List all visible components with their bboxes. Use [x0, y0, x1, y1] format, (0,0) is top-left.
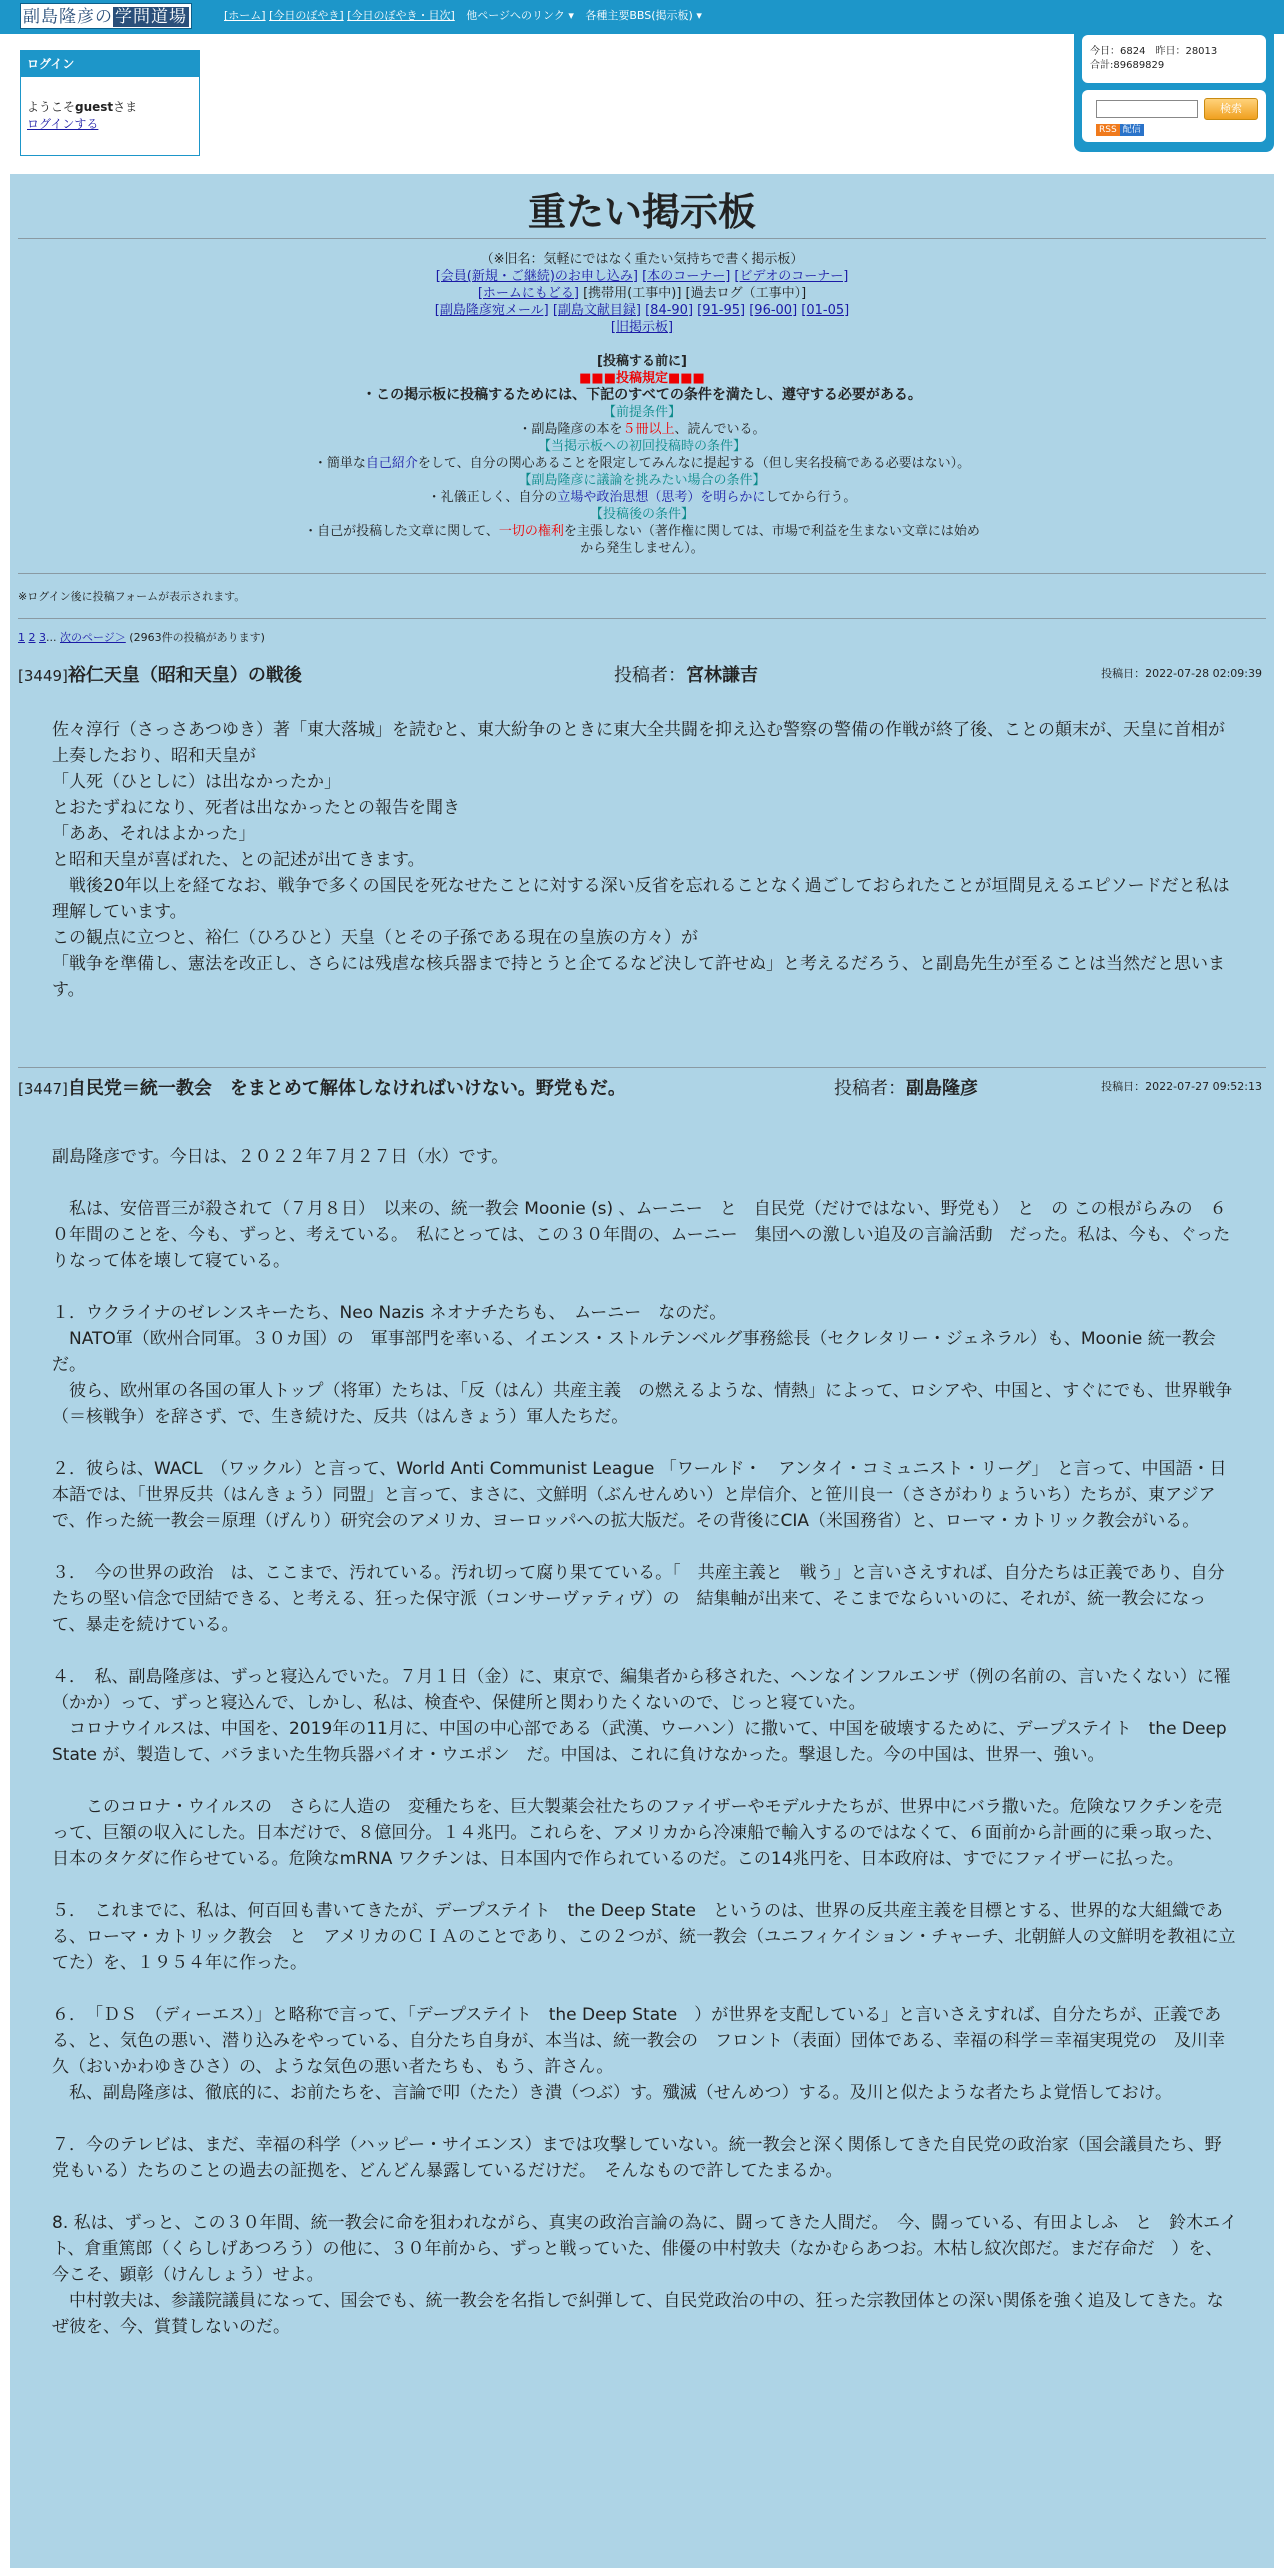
rss-icon: RSS [1096, 124, 1120, 136]
rules-lead: ・この掲示板に投稿するためには、下記のすべての条件を満たし、遵守する必要がある。 [362, 387, 922, 403]
board-main [10, 174, 1274, 2568]
post-number: [3449] [18, 667, 68, 685]
post-line: 「戦争を準備し、憲法を改正し、さらには残虐な核兵器まで持とうと企てるなど決して許せぬ」と考えるだろう、と副島先生が至ることは当然だと思います。 [52, 954, 1225, 1000]
login-link[interactable]: ログインする [27, 117, 99, 131]
post-title-text: 裕仁天皇（昭和天皇）の戦後 [67, 665, 302, 686]
post-line: １．ウクライナのゼレンスキーたち、Neo Nazis ネオナチたちも、 ムーニー なのだ。 [52, 1303, 727, 1323]
cond1-text: ・副島隆彦の本を [518, 422, 623, 437]
post-title [18, 661, 302, 687]
bbs-dropdown[interactable]: 各種主要BBS(掲示板) ▾ [585, 9, 702, 22]
post-number: [3447] [18, 1080, 68, 1098]
pager-ellipsis: ... [46, 631, 57, 644]
post-line: 中村敦夫は、参議院議員になって、国会でも、統一教会を名指しで糾弾して、自民党政治の中の、狂った宗教団体との深い関係を強く追及してきた。なぜ彼を、今、賞賛しないのだ。 [52, 2291, 1224, 2337]
top-nav [224, 7, 702, 23]
mail-link[interactable]: [副島隆彦宛メール] [434, 303, 549, 318]
post-line: この観点に立つと、裕仁（ひろひと）天皇（とその子孫である現在の皇族の方々）が [52, 928, 698, 948]
count-yesterday: 昨日：28013 [1155, 46, 1218, 57]
top-bar [0, 0, 1284, 34]
login-title: ログイン [21, 51, 199, 77]
board-title: 重たい掲示板 [527, 190, 756, 234]
post-line: 「人死（ひとしに）は出なかったか」 [52, 772, 341, 792]
post-line: 戦後20年以上を経てなお、戦争で多くの国民を死なせたことに対する深い反省を忘れることなく過ごしておられたことが垣間見えるエピソードだと私は理解しています。 [52, 876, 1230, 922]
login-notice: ※ログイン後に投稿フォームが表示されます。 [18, 590, 246, 603]
home-link[interactable]: [ホームにもどる] [477, 286, 579, 301]
page-link[interactable]: 1 [18, 631, 25, 644]
mobile-archive-note: [携帯用(工事中)] [過去ログ（工事中）] [583, 286, 807, 301]
post-line: とおたずねになり、死者は出なかったとの報告を聞き [52, 798, 460, 818]
logo-highlight: 学問道場 [115, 7, 187, 27]
cond2-highlight: 自己紹介 [365, 456, 418, 471]
stats-search-panel [1074, 32, 1274, 152]
username: guest [75, 100, 114, 114]
post-line: ２．彼らは、WACL （ワックル）と言って、World Anti Communist League 「ワールド・ アンタイ・コミュニスト・リーグ」 と言って、中国語・日本語では、「世界反共（はんきょう）同盟」と言って、まさに、文鮮明（ぶんせんめい）と岸信介、と笹川良一（ささがわりょういち）たちが、東アジアで、作った統一教会＝原理（げんり）研究会のアメリカ、ヨーロッパへの拡大版だ。その背後にCIA（米国務省）と、ローマ・カトリック教会がいる。 [52, 1459, 1227, 1531]
post-line: 8. 私は、ずっと、この３０年間、統一教会に命を狙われながら、真実の政治言論の為に、闘ってきた人間だ。 今、闘っている、有田よしふ と 鈴木エイト、倉重篤郎（くらしげあつろう）の他に、３０年前から、ずっと戦っていた、俳優の中村敦夫（なかむらあつお。木枯し紋次郎だ。まだ存命だ ）を、今こそ、顕彰（けんしょう）せよ。 [52, 2213, 1238, 2285]
search-box [1082, 90, 1266, 142]
welcome-text: ようこそ [27, 100, 76, 114]
cond3-text: ・礼儀正しく、自分の [427, 490, 558, 505]
post-line: ３． 今の世界の政治 は、ここまで、汚れている。汚れ切って腐り果てている。「 共産主義と 戦う」と言いさえすれば、自分たちは正義であり、自分たちの堅い信念で団結できる、と考える、狂った保守派（コンサーヴァティヴ）の 結集軸が出来て、そこまでならいいのに、それが、統一教会になって、暴走を続けている。 [52, 1563, 1225, 1635]
count-today: 今日：6824 [1090, 46, 1146, 57]
post-line: コロナウイルスは、中国を、2019年の11月に、中国の中心部である（武漢、ウーハン）に撒いて、中国を破壊するために、デープステイト the Deep State が、製造して、バラまいた生物兵器バイオ・ウエポン だ。中国は、これに負けなかった。撃退した。今の中国は、世界一、強い。 [52, 1719, 1227, 1765]
post-line [52, 1768, 1238, 1794]
rss-feed-button[interactable] [1096, 124, 1166, 136]
search-button[interactable]: 検索 [1204, 98, 1258, 120]
rules-heading: ■■■投稿規定■■■ [579, 371, 705, 386]
post-header [18, 659, 1266, 686]
post-line: 私、副島隆彦は、徹底的に、お前たちを、言論で叩（たた）き潰（つぶ）す。殲滅（せんめつ）する。及川と似たような者たちよ覚悟しておけ。 [52, 2083, 1172, 2103]
post-line: ６． 「ＤＳ （ディーエス）」と略称で言って、「デープステイト the Deep State ）が世界を支配している」と言いさえすれば、自分たちが、正義である、と、気色の悪い、潜り込みをやっている、自分たち自身が、本当は、統一教会の フロント（表面）団体である、幸福の科学＝幸福実現党の 及川幸久（おいかわゆきひさ）の、ような気色の悪い者たちも、もう、許さん。 [52, 2005, 1225, 2077]
logo-text: 副島隆彦の [23, 7, 113, 27]
nav-home-link[interactable]: [ホーム] [224, 9, 266, 22]
cond4-text-cont: から発生しません）。 [580, 541, 704, 556]
post-body [52, 717, 1238, 1003]
board-intro [10, 251, 1274, 557]
rss-label: 配信 [1120, 124, 1144, 136]
nav-boyaki-link[interactable]: [今日のぼやき] [269, 9, 344, 22]
nav-boyaki-index-link[interactable]: [今日のぼやき・目次] [347, 9, 455, 22]
pagination [10, 619, 1274, 659]
cond4-text-end: を主張しない（著作権に関しては、市場で利益を生まない文章には始め [563, 524, 980, 539]
post-title-text: 自民党＝統一教会 をまとめて解体しなければいけない。野党もだ。 [67, 1078, 626, 1099]
cond2-text: ・簡単な [313, 456, 366, 471]
post-line [52, 1430, 1238, 1456]
cond4-highlight: 一切の権利 [498, 524, 564, 539]
cond3-heading: 【副島隆彦に議論を挑みたい場合の条件】 [518, 473, 766, 488]
book-corner-link[interactable]: [本のコーナー] [642, 269, 731, 284]
post-line: 佐々淳行（さっさあつゆき）著「東大落城」を読むと、東大紛争のときに東大全共闘を抑え込む警察の警備の作戦が終了後、ことの顛末が、天皇に首相が上奏したおり、昭和天皇が [52, 720, 1225, 766]
access-counter [1082, 35, 1266, 83]
bibliography-link[interactable]: [副島文献目録] [552, 303, 641, 318]
post-line: 私は、安倍晋三が殺されて（７月８日） 以来の、統一教会 Moonie (s) 、ムーニー と 自民党（だけではない、野党も） と の この根がらみの ６０年間のことを、今も、ずっと、考えている。 私にとっては、この３０年間の、ムーニー 集団への激しい追及の言論活動 だった。私は、今も、ぐったりなって体を壊して寝ている。 [52, 1199, 1231, 1271]
cond1-text-end: 、読んでいる。 [674, 422, 766, 437]
welcome-suffix: さま [113, 100, 138, 114]
post-date: 投稿日：2022-07-27 09:52:13 [1101, 1080, 1262, 1093]
cond4-heading: 【投稿後の条件】 [589, 507, 694, 522]
post-line [52, 1638, 1238, 1664]
post-line [52, 1534, 1238, 1560]
post-line [52, 2106, 1238, 2132]
author-name: 副島隆彦 [906, 1078, 978, 1099]
post-line: このコロナ・ウイルスの さらに人造の 変種たちを、巨大製薬会社たちのファイザーやモデルナたちが、世界中にバラ撒いた。危険なワクチンを売って、巨額の収入にした。日本だけで、８億回分。１４兆円。これらを、アメリカから冷凍船で輸入するのではなくて、６面前から計画的に乗っ取った、日本のタケダに作らせている。危険なmRNA ワクチンは、日本国内で作られているのだ。この14兆円を、日本政府は、すでにファイザーに払った。 [52, 1797, 1223, 1869]
page-link[interactable]: 2 [28, 631, 36, 644]
post-line: 副島隆彦です。今日は、２０２２年７月２７日（水）です。 [52, 1147, 509, 1167]
cond3-highlight: 立場や政治思想（思考）を明らかに [557, 490, 766, 505]
post-line: ４． 私、副島隆彦は、ずっと寝込んでいた。７月１日（金）に、東京で、編集者から移された、ヘンなインフルエンザ（例の名前の、言いたくない）に罹（かか）って、ずっと寝込んで、しかし、私は、検査や、保健所と関わりたくないので、じっと寝ていた。 [52, 1667, 1231, 1713]
archive-01-05-link[interactable]: [01-05] [801, 303, 850, 318]
old-board-link[interactable]: [旧掲示板] [610, 320, 674, 335]
count-total: 合計:89689829 [1090, 60, 1165, 71]
site-logo[interactable] [20, 3, 192, 29]
archive-91-95-link[interactable]: [91-95] [697, 303, 746, 318]
post-line [52, 1170, 1238, 1196]
divider [18, 238, 1266, 239]
archive-96-00-link[interactable]: [96-00] [749, 303, 798, 318]
post-author [614, 661, 758, 687]
post-line: 「ああ、それはよかった」 [52, 824, 256, 844]
post-line: ７．今のテレビは、まだ、幸福の科学（ハッピー・サイエンス）までは攻撃していない。統一教会と深く関係してきた自民党の政治家（国会議員たち、野党もいる）たちのことの過去の証拠を、どんどん暴露しているだけだ。 そんなもので許してたまるか。 [52, 2135, 1222, 2181]
post-line: NATO軍（欧州合同軍。３０カ国）の 軍事部門を率いる、イエンス・ストルテンベルグ事務総長（セクレタリー・ジェネラル）も、Moonie 統一教会 だ。 [52, 1329, 1233, 1375]
post-line [52, 1274, 1238, 1300]
post-author [834, 1074, 978, 1100]
post-line: 彼ら、欧州軍の各国の軍人トップ（将軍）たちは、「反（はん）共産主義 の燃えるような、情熱」によって、ロシアや、中国と、すぐにでも、世界戦争（＝核戦争）を辞さず、で、生き続けた、反共（はんきょう）軍人たちだ。 [52, 1381, 1233, 1427]
divider [18, 1067, 1266, 1068]
post-count: (2963件の投稿があります) [129, 631, 265, 644]
post-line [52, 1872, 1238, 1898]
post-date: 投稿日：2022-07-28 02:09:39 [1101, 667, 1262, 680]
cond3-text-end: してから行う。 [765, 490, 857, 505]
cond1-highlight: ５冊以上 [622, 422, 675, 437]
cond4-text: ・自己が投稿した文章に関して、 [304, 524, 499, 539]
post-line: と昭和天皇が喜ばれた、との記述が出てきます。 [52, 850, 425, 870]
before-post-heading: [投稿する前に] [597, 354, 687, 369]
other-pages-dropdown[interactable]: 他ページへのリンク ▾ [466, 9, 574, 22]
old-name-note: （※旧名：気軽にではなく重たい気持ちで書く掲示板） [480, 252, 804, 267]
video-corner-link[interactable]: [ビデオのコーナー] [734, 269, 849, 284]
next-page-link[interactable]: 次のページ＞ [60, 631, 126, 644]
post-line [52, 2184, 1238, 2210]
post-title [18, 1074, 626, 1100]
cond2-heading: 【当掲示板への初回投稿時の条件】 [537, 439, 746, 454]
post-body [52, 1144, 1238, 2340]
author-label: 投稿者： [614, 665, 686, 686]
post-line [52, 1976, 1238, 2002]
search-input[interactable] [1096, 100, 1198, 118]
cond1-heading: 【前提条件】 [602, 405, 681, 420]
page-link[interactable]: 3 [39, 631, 46, 644]
archive-84-90-link[interactable]: [84-90] [645, 303, 694, 318]
member-signup-link[interactable]: [会員(新規・ご継続)のお申し込み] [435, 269, 638, 284]
author-label: 投稿者： [834, 1078, 906, 1099]
post-header [18, 1072, 1266, 1099]
cond2-text-end: をして、自分の関心あることを限定してみんなに提起する（但し実名投稿である必要はない）。 [417, 456, 971, 471]
post-line: ５． これまでに、私は、何百回も書いてきたが、デープステイト the Deep State というのは、世界の反共産主義を目標とする、世界的な大組織である、ローマ・カトリック教会 と アメリカのＣＩＡのことであり、この２つが、統一教会（ユニフィケイション・チャーチ、北朝鮮人の文鮮明を教祖に立てた）を、１９５４年に作った。 [52, 1901, 1236, 1973]
login-box [20, 50, 200, 156]
author-name: 宮林謙吉 [686, 665, 758, 686]
